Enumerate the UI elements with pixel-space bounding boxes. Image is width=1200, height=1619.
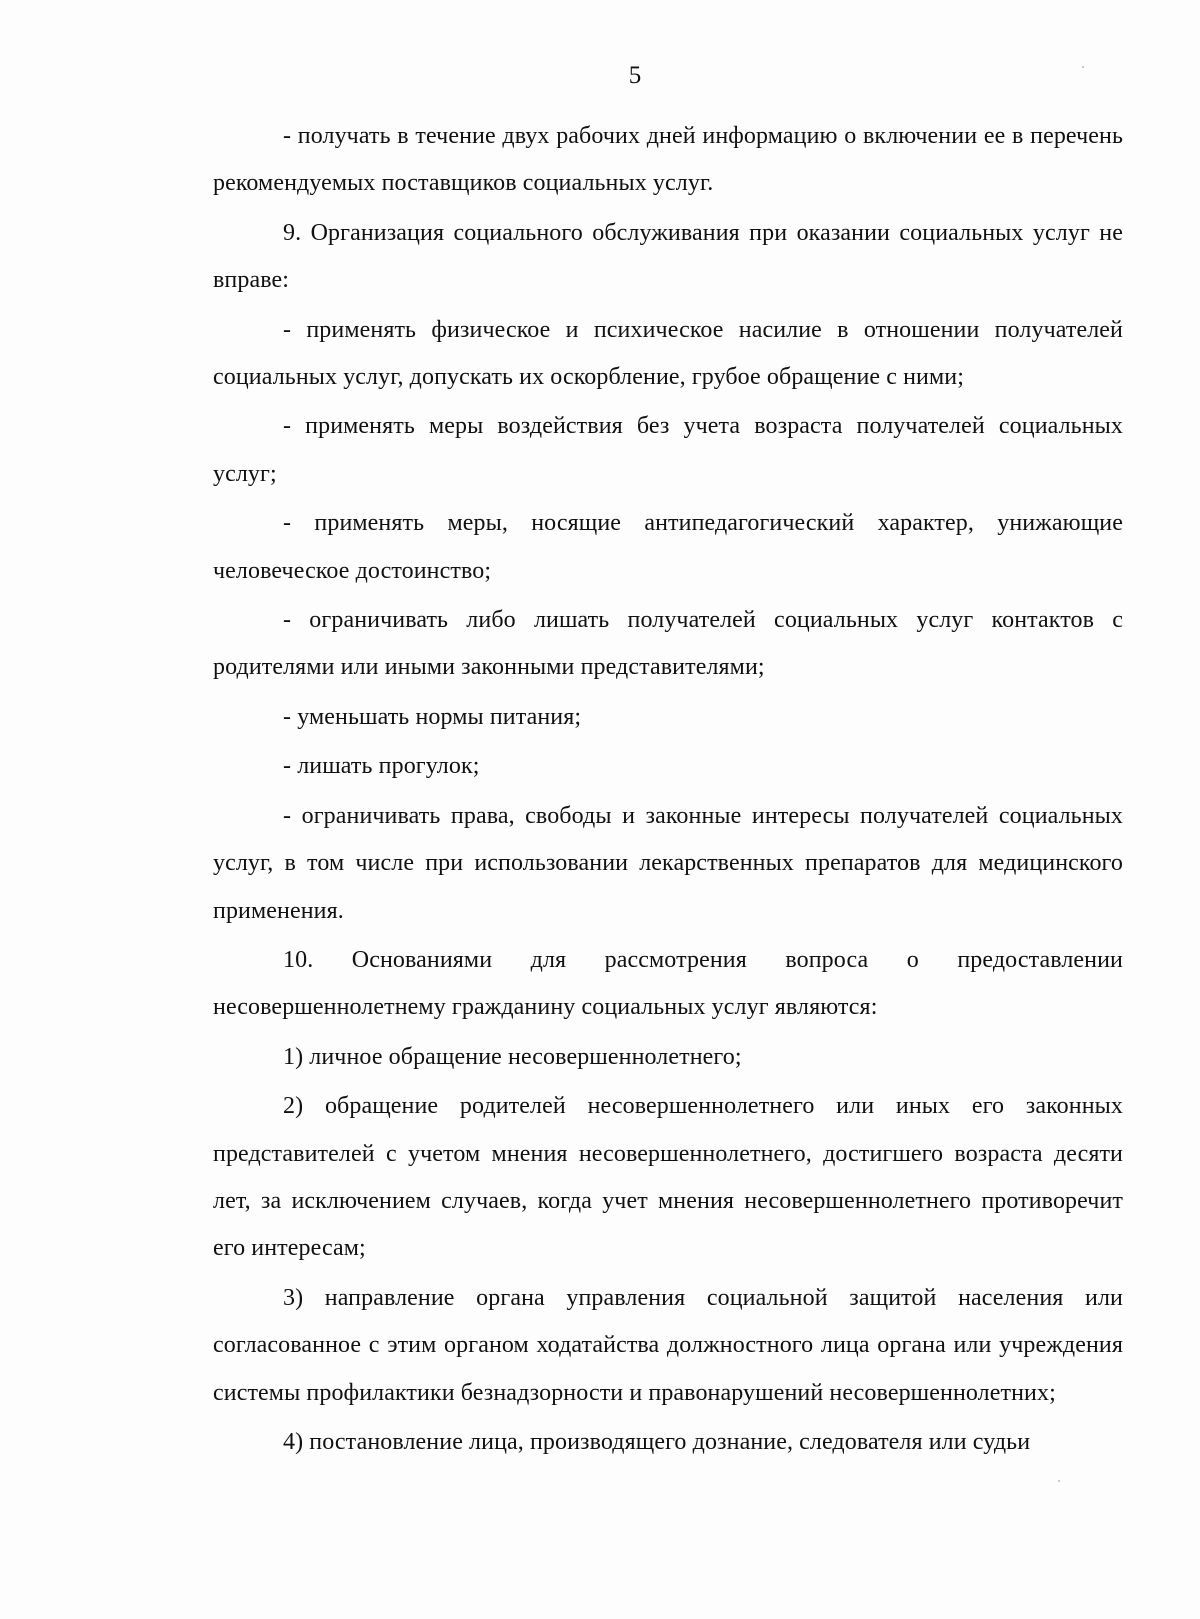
paragraph: - лишать прогулок;	[283, 753, 480, 780]
scan-speck	[1082, 66, 1084, 68]
paragraph: 4) постановление лица, производящего дознание, следователя или судьи	[283, 1428, 1031, 1455]
paragraph: 10. Основаниями для рассмотрения вопроса о предоставлении несовершеннолетнему гражданину социальных услуг являются:	[213, 946, 1123, 1021]
document-body	[213, 113, 1123, 1466]
paragraph: - применять физическое и психическое насилие в отношении получателей социальных услуг, допускать их оскорбление, грубое обращение с ними;	[213, 316, 1123, 391]
page-number: 5	[628, 62, 642, 89]
scan-speck	[1058, 1480, 1060, 1482]
paragraph: - ограничивать права, свободы и законные интересы получателей социальных услуг, в том числе при использовании лекарственных препаратов для медицинского применения.	[213, 802, 1123, 924]
paragraph: - применять меры воздействия без учета возраста получателей социальных услуг;	[213, 413, 1123, 487]
paragraph: 1) личное обращение несовершеннолетнего;	[283, 1043, 742, 1070]
paragraph: - ограничивать либо лишать получателей социальных услуг контактов с родителями или иными законными представителями;	[213, 607, 1123, 681]
paragraph: 2) обращение родителей несовершеннолетнего или иных его законных представителей с учетом мнения несовершеннолетнего, достигшего возраста десяти лет, за исключением случаев, когда учет мнения несовершеннолетнего противоречит его интересам;	[213, 1093, 1123, 1262]
paragraph: - уменьшать нормы питания;	[283, 703, 582, 730]
paragraph: - получать в течение двух рабочих дней информацию о включении ее в перечень рекомендуемых поставщиков социальных услуг.	[213, 123, 1123, 197]
paragraph: - применять меры, носящие антипедагогический характер, унижающие человеческое достоинство;	[213, 510, 1123, 584]
paragraph: 9. Организация социального обслуживания при оказании социальных услуг не вправе:	[213, 219, 1123, 294]
paragraph: 3) направление органа управления социальной защитой населения или согласованное с этим органом ходатайства должностного лица органа или учреждения системы профилактики безнадзорности и правонарушений несовершеннолетних;	[213, 1284, 1123, 1406]
